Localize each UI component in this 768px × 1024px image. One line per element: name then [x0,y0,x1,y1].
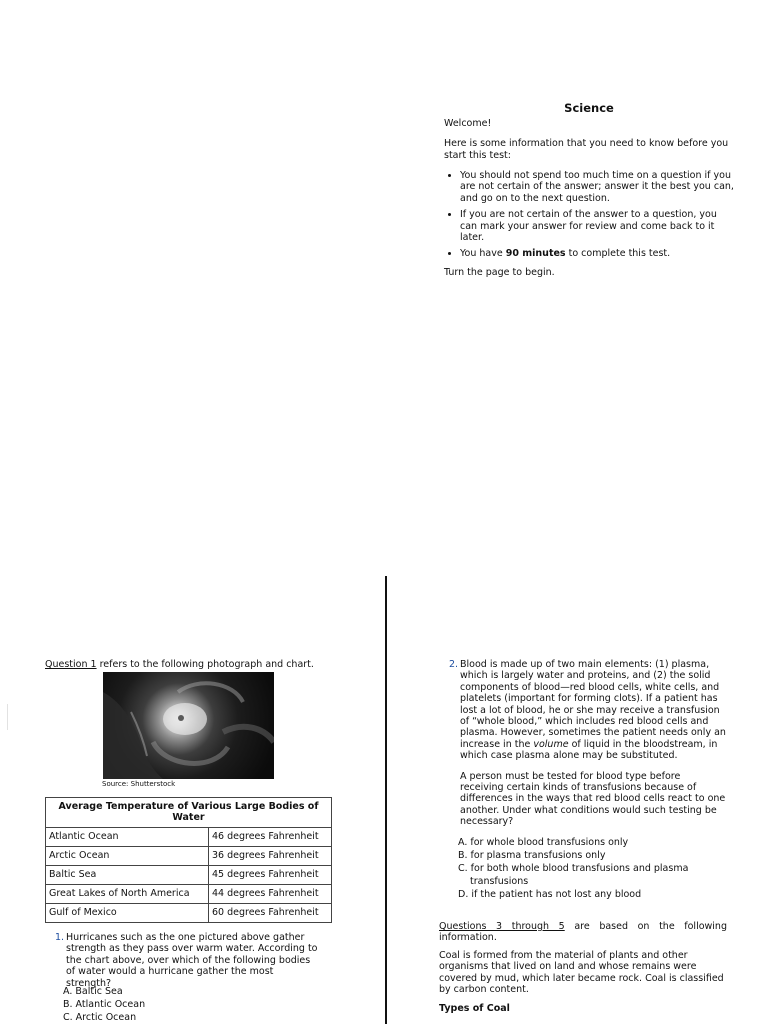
water-body: Atlantic Ocean [46,827,209,846]
time-limit: 90 minutes [505,248,566,260]
welcome-text: Welcome! [444,117,492,129]
question2-number: 2. [449,659,459,670]
question2-paragraph2: A person must be tested for blood type before receiving certain kinds of transfusions because of differences in the ways that red blood cells react to one another. Under what conditions would such testing be necessary? [460,770,726,828]
photo-caption: Source: Shutterstock [102,780,176,788]
water-body: Gulf of Mexico [46,903,209,922]
question1-intro [45,659,345,670]
questions3to5-lead [439,921,727,944]
temperature-table [45,797,332,923]
question1-number: 1. [55,932,65,943]
coal-paragraph: Coal is formed from the material of plants and other organisms that lived on land and whose remains were covered by mud, which later became rock. Coal is classified by carbon content. [439,949,724,995]
water-body: Baltic Sea [46,865,209,884]
question1-text: Hurricanes such as the one pictured above gather strength as they pass over warm water. According to the chart above, over which of the following bodies of water would a hurricane gather the most strength? [66,932,318,989]
temperature: 44 degrees Fahrenheit [209,884,332,903]
instruction-list [444,170,734,260]
question2-paragraph1 [460,659,726,762]
instruction-item-time [460,248,734,259]
test-title: Science [564,101,614,115]
temperature: 46 degrees Fahrenheit [209,827,332,846]
answer-option[interactable]: B. for plasma transfusions only [458,850,606,861]
questions3to5-link[interactable]: Questions 3 through 5 [439,921,565,932]
instruction-item: • If you are not certain of the answer to a question, you can mark your answer for review and come back to it later. [460,209,734,243]
table-row [46,865,332,884]
temperature: 36 degrees Fahrenheit [209,846,332,865]
answer-option[interactable]: A. Baltic Sea [63,986,123,997]
answer-option[interactable]: A. for whole blood transfusions only [458,837,629,848]
page-edge-mark [7,704,8,730]
question1-intro-text: refers to the following photograph and chart. [96,659,314,670]
para1-text-end: of liquid in the bloodstream, in which case plasma alone may be substituted. [460,738,718,762]
temperature: 45 degrees Fahrenheit [209,865,332,884]
question2-body [460,659,726,836]
time-prefix: You have [460,248,506,260]
answer-option[interactable]: D. if the patient has not lost any blood [458,889,642,900]
question1-options [63,985,145,1024]
questions3to5-lead-text: are based on the following information. [439,921,727,944]
temperature: 60 degrees Fahrenheit [209,903,332,922]
intro-page [444,102,734,287]
water-body: Arctic Ocean [46,846,209,865]
answer-option[interactable]: C. Arctic Ocean [63,1012,137,1023]
time-suffix: to complete this test. [565,248,671,260]
question1 [55,932,325,989]
hurricane-satellite-image [103,672,274,779]
emphasis-volume: volume [533,738,569,750]
table-title: Average Temperature of Various Large Bodies of Water [46,798,332,828]
table-row [46,884,332,903]
para1-text: Blood is made up of two main elements: (1) plasma, which is largely water and proteins, and (2) the solid components of blood—red blood cells, white cells, and platelets (important for forming clots). If a patient has lost a lot of blood, he or she may receive a transfusion of “whole blood,” which includes red blood cells and plasma. However, sometimes the patient needs only an increase in the [460,659,726,750]
page-divider [385,576,387,1024]
table-row [46,827,332,846]
water-body: Great Lakes of North America [46,884,209,903]
question2 [449,659,729,836]
hurricane-photo [103,672,274,779]
instruction-item: • You should not spend too much time on a question if you are not certain of the answer; answer it the best you can, and go on to the next question. [460,170,734,204]
questions3to5-intro [439,921,727,1001]
answer-option[interactable]: B. Atlantic Ocean [63,999,146,1010]
answer-option[interactable]: C. for both whole blood transfusions and plasma transfusions [458,863,689,887]
table-row [46,903,332,922]
table-row [46,846,332,865]
intro-closing: Turn the page to begin. [444,266,555,278]
question1-link[interactable]: Question 1 [45,659,97,670]
question2-options [458,836,728,901]
coal-types-heading: Types of Coal [439,1003,510,1014]
intro-lead: Here is some information that you need to know before you start this test: [444,138,729,161]
